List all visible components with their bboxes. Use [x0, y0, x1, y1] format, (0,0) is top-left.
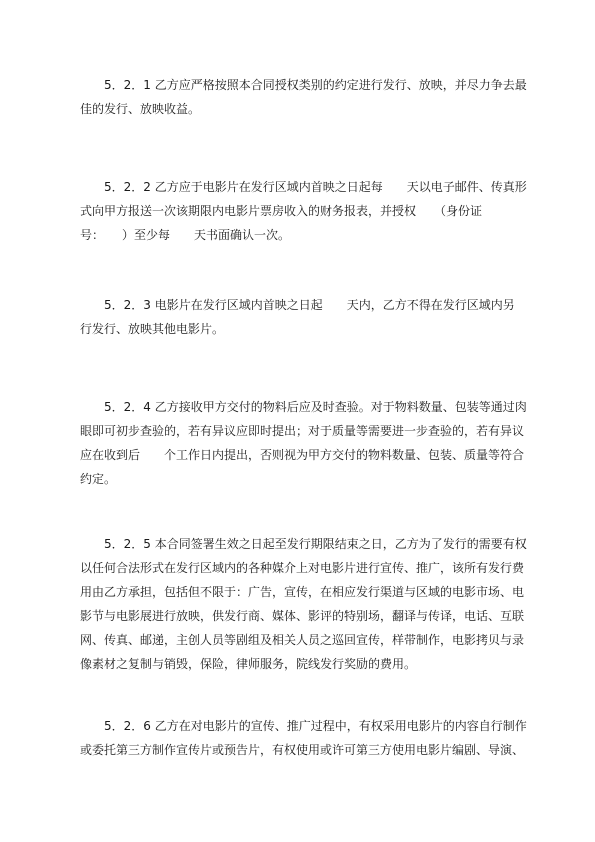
clause-line: 5．2．4 乙方接收甲方交付的物料后应及时查验。对于物料数量、包装等通过肉	[104, 400, 527, 414]
clause-line: 5．2．5 本合同签署生效之日起至发行期限结束之日，乙方为了发行的需要有权	[104, 537, 527, 551]
clause-line: 行发行、放映其他电影片。	[80, 322, 225, 336]
clause-5-2-2	[80, 175, 526, 247]
clause-line: 眼即可初步查验的，若有异议应即时提出；对于质量等需要进一步查验的，若有异议	[80, 424, 525, 438]
clause-line: 像素材之复制与销毁，保险，律师服务，院线发行奖励的费用。	[80, 657, 417, 671]
clause-5-2-4	[80, 395, 526, 491]
clause-line: 5．2．6 乙方在对电影片的宣传、推广过程中，有权采用电影片的内容自行制作	[104, 719, 527, 733]
clause-5-2-1	[80, 73, 526, 121]
clause-line: 5．2．3 电影片在发行区域内首映之日起 天内，乙方不得在发行区域内另	[104, 298, 515, 312]
clause-line: 5．2．1 乙方应严格按照本合同授权类别的约定进行发行、放映，并尽力争去最	[104, 78, 527, 92]
clause-line: 影节与电影展进行放映，供发行商、媒体、影评的特别场，翻译与传译，电话、互联	[80, 609, 525, 623]
clause-5-2-3	[80, 293, 526, 341]
clause-line: 5．2．2 乙方应于电影片在发行区域内首映之日起每 天以电子邮件、传真形	[104, 180, 527, 194]
clause-line: 佳的发行、放映收益。	[80, 102, 201, 116]
clause-line: 应在收到后 个工作日内提出，否则视为甲方交付的物料数量、包装、质量等符合	[80, 448, 525, 462]
clause-line: 号： ）至少每 天书面确认一次。	[80, 228, 291, 242]
clause-line: 或委托第三方制作宣传片或预告片，有权使用或许可第三方使用电影片编剧、导演、	[80, 743, 525, 757]
clause-line: 约定。	[80, 472, 117, 486]
clause-5-2-5	[80, 532, 526, 676]
clause-line: 以任何合法形式在发行区域内的各种媒介上对电影片进行宣传、推广，该所有发行费	[80, 561, 525, 575]
clause-line: 用由乙方承担，包括但不限于：广告，宣传，在相应发行渠道与区域的电影市场、电	[80, 585, 525, 599]
clause-line: 网、传真、邮递，主创人员等剧组及相关人员之巡回宣传，样带制作，电影拷贝与录	[80, 633, 525, 647]
clause-line: 式向甲方报送一次该期限内电影片票房收入的财务报表，并授权 （身份证	[80, 204, 483, 218]
clause-5-2-6	[80, 714, 526, 762]
